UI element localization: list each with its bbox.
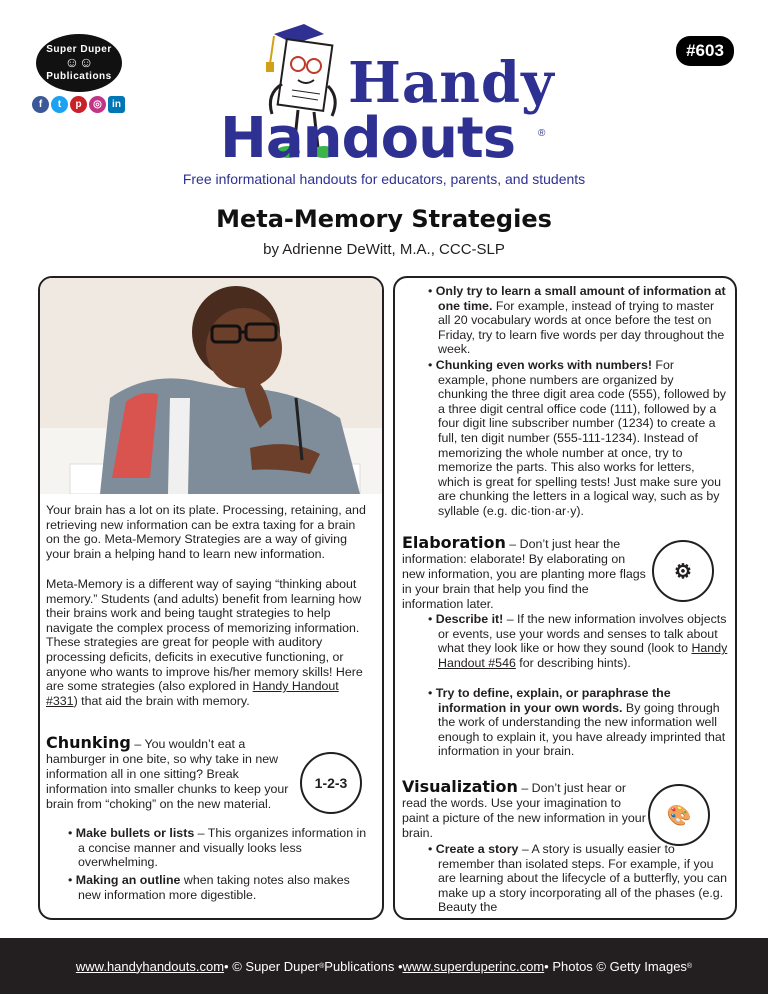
gears-head-icon: ⚙ — [652, 540, 714, 602]
logo-line1: Super Duper — [46, 44, 112, 56]
list-item: • Try to define, explain, or paraphrase the information in your own words. By going through the work of understanding the new information well enough to explain it, you have already imprinted that information in your brain. — [428, 686, 726, 759]
facebook-icon[interactable]: f — [32, 96, 49, 113]
bullet-text: For example, phone numbers are organized by chunking the three digit area code (555), followed by a three digit central office code (111), followed by a four digit line subscriber number (1234) to create a full, ten digit number (555-111-1234). Instead of memorizing the whole number at once, try to memorize the parts. This also works for letters, which is great for spelling tests! Just make sure you are chunking the letters in a logical way, such as by syllable (e.g. dic·tion·ar·y). — [438, 358, 726, 518]
footer — [0, 938, 768, 994]
bullet-bold: Describe it! — [435, 612, 504, 626]
visualization-heading: Visualization — [402, 777, 518, 796]
palette-head-icon: 🎨 — [648, 784, 710, 846]
handout-331-link[interactable]: Handy Handout #331 — [46, 679, 339, 708]
pinterest-icon[interactable]: p — [70, 96, 87, 113]
student-photo — [40, 278, 382, 494]
bullet-text: – This organizes information in a concise manner and visually looks less overwhelming. — [78, 826, 367, 870]
list-item: • Create a story – A story is usually easier to remember than isolated steps. For example, if you are learning about the lifecycle of a butterfly, you can make up a story incorporating all of the phases (e.g. Beauty the — [428, 842, 728, 915]
twitter-icon[interactable]: t — [51, 96, 68, 113]
bullet-text-b: for describing hints). — [515, 655, 631, 670]
bullet-bold: Create a story — [435, 842, 519, 856]
brand-registered-mark: ® — [538, 128, 546, 139]
intro-text-a: Meta-Memory is a different way of saying “thinking about memory.” Students (and adults) benefit from learning how their brains work and being taught strategies to help navigate the complex process of memorizing information. These strategies are great for people with auditory processing deficits, deficits in executive functioning, or anyone who wants to improve his/her memory skills! Here are some strategies (also explored in — [46, 577, 363, 694]
elaboration-section — [402, 535, 648, 612]
brand-word-handy: Handy — [348, 50, 555, 116]
footer-sep-1: • © Super Duper — [224, 958, 320, 974]
bullet-bold: Make bullets or lists — [75, 826, 195, 840]
intro-paragraph-2 — [46, 577, 368, 708]
footer-sep-2: • Photos © Getty Images — [544, 958, 687, 974]
chunking-icon-text: 1-2-3 — [314, 775, 348, 791]
list-item: • Chunking even works with numbers! For example, phone numbers are organized by chunking the three digit area code (555), followed by a three digit central office code (111), followed by a four digit line subscriber number (1234) to create a full, ten digit number (555-111-1234). Instead of memorizing the whole number at once, try to memorize the parts. This also works for letters, which is great for spelling tests! Just make sure you are chunking the letters in a logical way, such as by syllable (e.g. dic·tion·ar·y). — [428, 358, 726, 518]
bullet-bold: Making an outline — [75, 873, 181, 887]
intro-text-b: ) that aid the brain with memory. — [73, 693, 250, 708]
chunking-head-icon — [300, 752, 362, 814]
tagline: Free informational handouts for educators, parents, and students — [182, 171, 586, 187]
chunking-text: – You wouldn’t eat a hamburger in one bite, so why take in new information all in one sitting? Break information into smaller chunks to keep your brain from “choking” on the new material. — [46, 737, 289, 811]
footer-pubs: Publications • — [324, 958, 403, 974]
footer-reg-1: ® — [319, 962, 325, 970]
logo-line2: Publications — [46, 70, 112, 82]
bullet-text: when taking notes also makes new information more digestible. — [78, 873, 350, 902]
elaboration-text: – Don’t just hear the information: elaborate! By elaborating on new information, you are planting more flags in your brain that help you find the information later. — [402, 537, 646, 611]
bullet-bold: Only try to learn a small amount of information at one time. — [435, 284, 726, 313]
elaboration-heading: Elaboration — [402, 533, 506, 552]
handout-546-link[interactable]: Handy Handout #546 — [438, 641, 728, 670]
chunking-heading: Chunking — [46, 733, 131, 752]
footer-reg-2: ® — [686, 962, 693, 970]
handyhandouts-link[interactable]: www.handyhandouts.com — [75, 958, 225, 974]
bullet-text-a: – If the new information involves objects or events, use your words and senses to talk about what they look like or how they sound (look to — [438, 612, 727, 656]
bullet-bold: Try to define, explain, or paraphrase the information in your own words. — [435, 686, 671, 715]
list-item: • Only try to learn a small amount of information at one time. For example, instead of trying to master all 20 vocabulary words at once before the test on Friday, try to learn five words per day throughout the week. — [428, 284, 726, 357]
intro-paragraph-1: Your brain has a lot on its plate. Processing, retaining, and retrieving new information can be extra taxing for a brain on the go. Meta-Memory Strategies are a way of giving your brain a helping hand to learn new information. — [46, 503, 366, 561]
linkedin-icon[interactable]: in — [108, 96, 125, 113]
chunking-section — [46, 735, 302, 812]
brand-word-handouts: Handouts — [220, 106, 516, 171]
super-duper-logo — [36, 34, 122, 92]
byline: by Adrienne DeWitt, M.A., CCC-SLP — [263, 241, 505, 258]
bullet-text: For example, instead of trying to master all 20 vocabulary words at once before the test on Friday, try to learn five words per day throughout the week. — [438, 298, 725, 357]
visualization-section — [402, 779, 648, 841]
handout-number-badge: #603 — [676, 36, 734, 66]
visualization-text: – Don’t just hear or read the words. Use your imagination to paint a picture of the new information in your brain. — [402, 781, 646, 840]
list-item: • Making an outline when taking notes also makes new information more digestible. — [68, 873, 350, 902]
instagram-icon[interactable]: ◎ — [89, 96, 106, 113]
bullet-bold: Chunking even works with numbers! — [435, 358, 652, 372]
bullet-text: By going through the work of understanding the new information well enough to explain it, you have already imprinted that information in your brain. — [438, 700, 726, 759]
bullet-text: – A story is usually easier to remember than isolated steps. For example, if you are learning about the lifecycle of a butterfly, you can make up a story incorporating all of the phases (e.g. Beauty the — [438, 842, 728, 915]
superduperinc-link[interactable]: www.superduperinc.com — [402, 958, 545, 974]
page-title: Meta-Memory Strategies — [216, 205, 552, 233]
list-item: • Make bullets or lists – This organizes information in a concise manner and visually looks less overwhelming. — [68, 826, 367, 870]
logo-faces-icon: ☺☺ — [64, 54, 94, 71]
list-item: • Describe it! – If the new information involves objects or events, use your words and senses to talk about what they look like or how they sound (look to Handy Handout #546 for describing hints). — [428, 612, 728, 670]
